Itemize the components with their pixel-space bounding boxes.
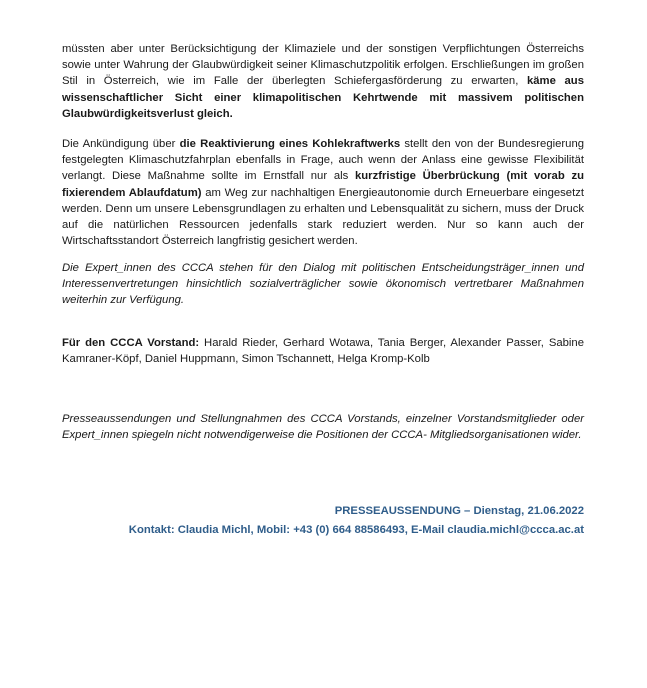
press-release-date: PRESSEAUSSENDUNG – Dienstag, 21.06.2022 bbox=[334, 505, 584, 517]
paragraph-text: Die Expert_innen des CCCA stehen für den Dialog mit politischen Entscheidungsträger_innen und Interessenvertretungen hinsichtlich sozialverträglicher sowie ökonomisch vertretbarer Maßnahmen weiterhin zur Verfügung. bbox=[62, 262, 584, 307]
paragraph-fracking bbox=[62, 41, 584, 122]
paragraph-bold-text: käme aus wissenschaftlicher Sicht einer klimapolitischen Kehrtwende mit massivem politischen Glaubwürdigkeitsverlust gleich. bbox=[62, 75, 584, 120]
disclaimer bbox=[62, 411, 584, 443]
contact-line: Kontakt: Claudia Michl, Mobil: +43 (0) 664 88586493, E-Mail claudia.michl@ccca.ac.at bbox=[128, 524, 584, 536]
paragraph-coal-plant bbox=[62, 136, 584, 249]
board-signature bbox=[62, 335, 584, 367]
paragraph-text: müssten aber unter Berücksichtigung der Klimaziele und der sonstigen Verpflichtungen Österreichs sowie unter Wahrung der Glaubwürdigkeit seiner Klimaschutzpolitik erfolgen. Erschließungen im großen Stil in Österreich, wie im Falle der überlegten Schiefergasförderung zu erwarten, bbox=[62, 43, 584, 88]
paragraph-dialog bbox=[62, 260, 584, 309]
board-label: Für den CCCA Vorstand: bbox=[62, 337, 200, 349]
paragraph-text: am Weg zur nachhaltigen Energieautonomie durch Erneuerbare eingesetzt werden. Denn um unsere Lebensgrundlagen zu erhalten und Lebensqualität zu sichern, muss der Druck auf die natürlichen Ressourcen jedenfalls stark reduziert werden. Nur so kann auch der Wirtschaftsstandort Österreich langfristig gesichert werden. bbox=[62, 186, 584, 248]
paragraph-text: Die Ankündigung über bbox=[62, 138, 180, 150]
paragraph-bold-text: kurzfristige Überbrückung (mit vorab zu fixierendem Ablaufdatum) bbox=[62, 170, 585, 199]
disclaimer-text: Presseaussendungen und Stellungnahmen des CCCA Vorstands, einzelner Vorstandsmitglieder oder Expert_innen spiegeln nicht notwendigerweise die Positionen der CCCA- Mitgliedsorganisationen wider. bbox=[62, 413, 584, 442]
board-names: Harald Rieder, Gerhard Wotawa, Tania Berger, Alexander Passer, Sabine Kamraner-Köpf, Daniel Huppmann, Simon Tschannett, Helga Kromp-Kolb bbox=[62, 337, 584, 366]
paragraph-bold-text: die Reaktivierung eines Kohlekraftwerks bbox=[179, 138, 401, 150]
paragraph-text: stellt den von der Bundesregierung festgelegten Klimaschutzfahrplan ebenfalls in Frage, auch wenn der Anlass eine gewisse Flexibilität verlangt. Diese Maßnahme sollte im Ernstfall nur als bbox=[62, 138, 585, 183]
